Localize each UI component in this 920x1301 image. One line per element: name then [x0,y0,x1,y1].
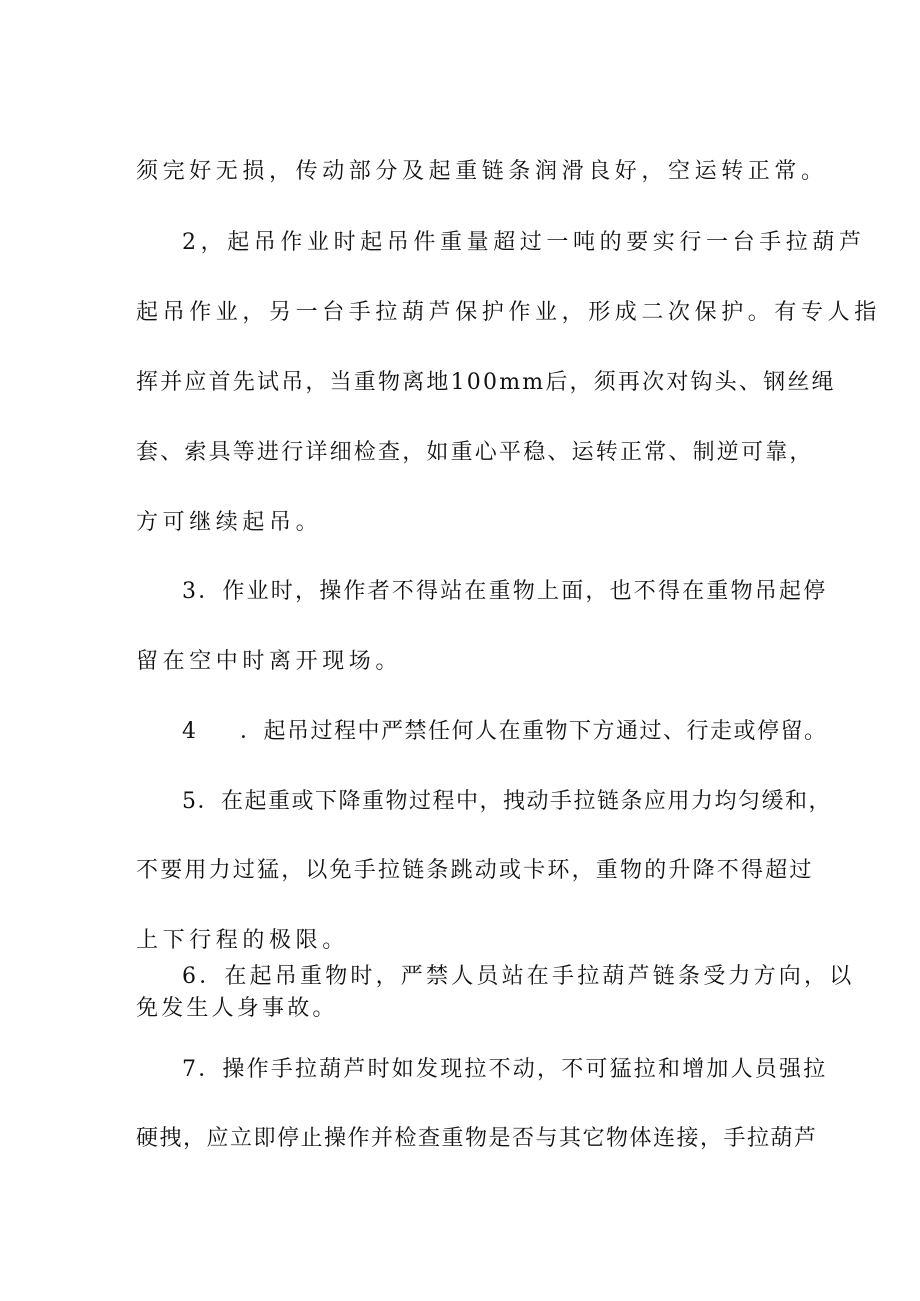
paragraph-line: 上下行程的极限。 [136,928,349,953]
paragraph-line: 须完好无损，传动部分及起重链条润滑良好，空运转正常。 [136,159,828,184]
paragraph-line: 2，起吊作业时起吊件重量超过一吨的要实行一台手拉葫芦 [182,230,866,255]
paragraph-line: ．起吊过程中严禁任何人在重物下方通过、行走或停留。 [240,719,828,744]
paragraph-line: 不要用力过猛，以免手拉链条跳动或卡环，重物的升降不得超过 [136,858,814,883]
paragraph-line: 留在空中时离开现场。 [136,649,403,674]
paragraph-line: 6．在起吊重物时，严禁人员站在手拉葫芦链条受力方向，以 [182,964,855,989]
paragraph-line: 3．作业时，操作者不得站在重物上面，也不得在重物吊起停 [182,579,828,604]
list-number: 4 [182,719,201,744]
paragraph-line: 5．在起重或下降重物过程中，拽动手拉链条应用力均匀缓和， [182,789,832,814]
paragraph-line: 7．操作手拉葫芦时如发现拉不动，不可猛拉和增加人员强拉 [182,1057,828,1082]
paragraph-line: 硬拽，应立即停止操作并检查重物是否与其它物体连接，手拉葫芦 [136,1126,818,1151]
paragraph-line: 挥并应首先试吊，当重物离地100mm后，须再次对钩头、钢丝绳 [136,370,836,395]
paragraph-line: 起吊作业，另一台手拉葫芦保护作业，形成二次保护。有专人指 [136,300,881,325]
paragraph-line: 套、索具等进行详细检查，如重心平稳、运转正常、制逆可靠， [136,440,814,465]
paragraph-line: 免发生人身事故。 [136,996,338,1021]
paragraph-line: 方可继续起吊。 [136,510,323,535]
